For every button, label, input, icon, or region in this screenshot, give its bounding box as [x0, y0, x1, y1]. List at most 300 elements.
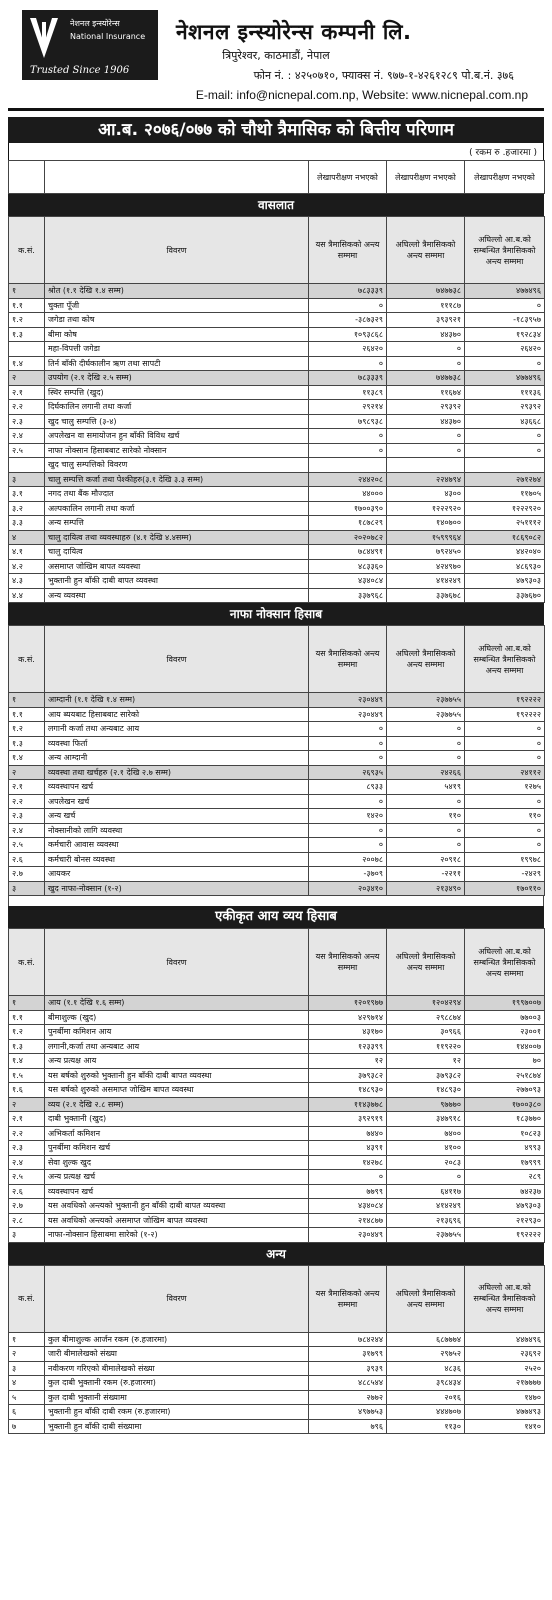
row-value: ११४३७७८: [309, 1097, 387, 1112]
row-value: ७९८९३८: [309, 414, 387, 429]
row-value: १८३७७०: [465, 1112, 545, 1127]
table-row: [9, 559, 545, 574]
row-number: २.१: [9, 780, 45, 795]
row-value: २३६९२: [465, 1347, 545, 1362]
row-value: १८६९०८२: [465, 530, 545, 545]
table-row: [9, 327, 545, 342]
row-value: १७९९९: [465, 1155, 545, 1170]
row-value: २३०४४९: [309, 693, 387, 708]
row-value: ३३७६७०: [465, 588, 545, 603]
column-header-c2: अघिल्लो त्रैमासिकको अन्त्य सम्ममा: [387, 217, 465, 284]
row-number: २.८: [9, 1213, 45, 1228]
company-email: E-mail: info@nicnepal.com.np, Website: www.nicnepal.com.np: [195, 88, 528, 102]
row-value: ७९६: [309, 1419, 387, 1434]
column-header-sn: क.सं.: [9, 626, 45, 693]
table-row: [9, 385, 545, 400]
row-value: २९३९२: [387, 400, 465, 415]
column-header-c1: यस त्रैमासिकको अन्त्य सम्ममा: [309, 1265, 387, 1332]
row-value: ४७९३०३: [465, 1199, 545, 1214]
audit-label: लेखापरीक्षण नभएको: [387, 161, 465, 194]
row-description: जारी बीमालेखको संख्या: [45, 1347, 309, 1362]
row-value: ०: [465, 823, 545, 838]
section-table: [8, 928, 545, 1243]
row-value: ४२९७१४: [309, 1010, 387, 1025]
row-description: बीमाशुल्क (खुद): [45, 1010, 309, 1025]
table-row: [9, 400, 545, 415]
logo-tagline: Trusted Since 1906: [30, 65, 130, 76]
row-description: चुक्ता पूँजी: [45, 298, 309, 313]
row-value: १९२२२२: [465, 693, 545, 708]
table-row: [9, 1054, 545, 1069]
row-value: २०२०७८२: [309, 530, 387, 545]
row-value: ३१७९९: [309, 1347, 387, 1362]
audit-status-table: [8, 160, 545, 194]
row-value: ४३९१: [309, 1141, 387, 1156]
row-description: यस बर्षको शुरुको भुक्तानी हुन बाँकी दाबी बापत व्यवस्था: [45, 1068, 309, 1083]
row-value: ४३४०८४: [309, 574, 387, 589]
row-value: ७४७७३८: [387, 371, 465, 386]
row-number: १.४: [9, 1054, 45, 1069]
row-number: २.३: [9, 809, 45, 824]
row-description: अन्य सम्पत्ति: [45, 516, 309, 531]
row-description: अल्पकालिन लगानी तथा कर्जा: [45, 501, 309, 516]
table-row: [9, 1376, 545, 1391]
row-description: चालु दायित्व: [45, 545, 309, 560]
table-row: [9, 751, 545, 766]
row-value: २४११२: [465, 765, 545, 780]
row-description: पुनर्बीमा कमिशन खर्च: [45, 1141, 309, 1156]
row-value: ४४४७०७: [387, 1405, 465, 1420]
row-value: २८९: [465, 1170, 545, 1185]
row-number: ३: [9, 881, 45, 896]
row-description: नाफा-नोक्सान हिसाबमा सारेको (१-२): [45, 1228, 309, 1243]
table-row: [9, 429, 545, 444]
row-value: १२२२९२०: [465, 501, 545, 516]
row-description: आय (१.१ देखि १.६ सम्म): [45, 996, 309, 1011]
row-description: लगानी कर्जा तथा अन्यबाट आय: [45, 722, 309, 737]
table-row: [9, 881, 545, 896]
row-value: ३९३९२१: [387, 313, 465, 328]
row-number: ४.२: [9, 559, 45, 574]
row-number: २: [9, 371, 45, 386]
row-value: १७००३८०: [465, 1097, 545, 1112]
row-value: ३४७९१८: [387, 1112, 465, 1127]
table-row: [9, 545, 545, 560]
row-description: श्रोत (१.१ देखि १.४ सम्म): [45, 284, 309, 299]
section-table: [8, 216, 545, 603]
logo-nepali-text: नेशनल इन्स्योरेन्स: [70, 19, 120, 28]
table-row: [9, 1155, 545, 1170]
row-value: १९२८३४: [465, 327, 545, 342]
row-value: २१४८७७: [309, 1213, 387, 1228]
column-header-sn: क.सं.: [9, 1265, 45, 1332]
row-value: १९२२२२: [465, 707, 545, 722]
table-row: [9, 693, 545, 708]
table-row: [9, 1361, 545, 1376]
column-header-c3: अघिल्लो आ.ब.को सम्बन्धित त्रैमासिकको अन्त्य सम्ममा: [465, 1265, 545, 1332]
row-description: लगानी,कर्जा तथा अन्यबाट आय: [45, 1039, 309, 1054]
row-value: ३९३९: [309, 1361, 387, 1376]
row-value: ७८३३३९: [309, 371, 387, 386]
row-number: १.३: [9, 327, 45, 342]
row-number: ४.४: [9, 588, 45, 603]
row-number: ४.१: [9, 545, 45, 560]
row-value: १०८२३: [465, 1126, 545, 1141]
table-row: [9, 707, 545, 722]
section-title: नाफा नोक्सान हिसाब: [8, 603, 544, 625]
section-title: अन्य: [8, 1243, 544, 1265]
row-value: ४७९३०३: [465, 574, 545, 589]
row-value: २३०४४९: [309, 1228, 387, 1243]
row-value: २३७७५५: [387, 693, 465, 708]
row-value: ०: [309, 443, 387, 458]
row-number: २.७: [9, 1199, 45, 1214]
row-value: २१३६९६: [387, 1213, 465, 1228]
row-description: कुल दाबी भुक्तानी संख्यामा: [45, 1390, 309, 1405]
row-value: १९२२२२: [465, 1228, 545, 1243]
row-number: २.४: [9, 429, 45, 444]
column-header-desc: विवरण: [45, 929, 309, 996]
table-row: [9, 588, 545, 603]
row-value: १११८७: [387, 298, 465, 313]
row-description: नाफा नोक्सान हिसाबबाट सारेको नोक्सान: [45, 443, 309, 458]
table-row: [9, 996, 545, 1011]
row-value: ३९८४३४: [387, 1376, 465, 1391]
row-value: ११०: [465, 809, 545, 824]
row-number: १: [9, 1332, 45, 1347]
row-number: १.४: [9, 356, 45, 371]
row-value: २६४२०: [309, 342, 387, 357]
row-description: उपयोग (२.१ देखि २.५ सम्म): [45, 371, 309, 386]
row-value: २४४२०८: [309, 472, 387, 487]
row-number: १.६: [9, 1083, 45, 1098]
row-description: दिर्घकालिन लगानी तथा कर्जा: [45, 400, 309, 415]
row-value: ४३००: [387, 487, 465, 502]
table-row: [9, 414, 545, 429]
row-value: १७००३९०: [309, 501, 387, 516]
row-description: खुद चालु सम्पत्तिको विवरण: [45, 458, 309, 473]
row-value: ०: [465, 722, 545, 737]
row-description: चालु दायित्व तथा व्यवस्थाहरु (४.१ देखि ४.४सम्म): [45, 530, 309, 545]
logo-english-text: National Insurance: [70, 32, 146, 41]
row-description: बीमा कोष: [45, 327, 309, 342]
row-value: १०९३८६८: [309, 327, 387, 342]
amount-unit: ( रकम रु .हजारमा ): [8, 143, 544, 160]
row-value: ७४४०: [309, 1126, 387, 1141]
row-number: १.२: [9, 1025, 45, 1040]
row-value: २००७८: [309, 852, 387, 867]
row-description: व्यवस्था तथा खर्चहरु (२.१ देखि २.७ सम्म): [45, 765, 309, 780]
row-description: व्यय (२.१ देखि २.८ सम्म): [45, 1097, 309, 1112]
row-value: १११३६: [465, 385, 545, 400]
table-row: [9, 574, 545, 589]
row-value: ६४११७: [387, 1184, 465, 1199]
company-logo: [22, 10, 158, 80]
row-value: २७७२: [309, 1390, 387, 1405]
table-row: [9, 443, 545, 458]
row-description: चालु सम्पत्ति कर्जा तथा पेश्कीहरु(३.१ देखि ३.३ सम्म): [45, 472, 309, 487]
row-value: ७७००३: [465, 1010, 545, 1025]
table-row: [9, 1184, 545, 1199]
row-value: ४१४२४९: [387, 574, 465, 589]
table-row: [9, 794, 545, 809]
row-value: ०: [465, 794, 545, 809]
row-value: ४३१७०: [309, 1025, 387, 1040]
row-value: २५१११२: [465, 516, 545, 531]
row-value: २९२१४: [309, 400, 387, 415]
row-description: यस अवधिको अन्त्यको भुक्तानी हुन बाँकी दाबी बापत व्यवस्था: [45, 1199, 309, 1214]
row-value: १४२७८: [309, 1155, 387, 1170]
row-value: ४९७७५३: [309, 1405, 387, 1420]
audit-label: लेखापरीक्षण नभएको: [309, 161, 387, 194]
row-value: २७१२७४: [465, 472, 545, 487]
row-value: ४८६९३०: [465, 559, 545, 574]
row-number: ५: [9, 1390, 45, 1405]
row-value: १५९९९६४: [387, 530, 465, 545]
row-number: १.१: [9, 707, 45, 722]
row-value: ३७९३८२: [309, 1068, 387, 1083]
row-value: १२२२९२०: [387, 501, 465, 516]
row-description: आयकर: [45, 867, 309, 882]
table-row: [9, 1010, 545, 1025]
column-header-desc: विवरण: [45, 626, 309, 693]
row-description: अपलेखन वा समायोजन हुन बाँकी विविध खर्च: [45, 429, 309, 444]
table-row: [9, 1405, 545, 1420]
table-row: [9, 1025, 545, 1040]
row-value: ४४३७०: [387, 414, 465, 429]
row-value: ११७०५: [465, 487, 545, 502]
row-number: १.३: [9, 736, 45, 751]
section-spacer: [8, 896, 544, 906]
row-value: ०: [309, 751, 387, 766]
row-number: [9, 342, 45, 357]
row-number: २.५: [9, 443, 45, 458]
row-description: व्यवस्था फिर्ता: [45, 736, 309, 751]
row-value: ७८३३३९: [309, 284, 387, 299]
row-number: २.६: [9, 852, 45, 867]
table-row: [9, 852, 545, 867]
row-number: २.४: [9, 1155, 45, 1170]
row-value: ७४२३७: [465, 1184, 545, 1199]
row-value: १९९७००७: [465, 996, 545, 1011]
row-value: [387, 458, 465, 473]
table-row: [9, 298, 545, 313]
row-value: ११३८९: [309, 385, 387, 400]
row-value: ४८३६: [387, 1361, 465, 1376]
row-number: १: [9, 693, 45, 708]
row-value: २४२६६: [387, 765, 465, 780]
row-number: ७: [9, 1419, 45, 1434]
row-number: २.३: [9, 1141, 45, 1156]
row-value: ४४३७०: [387, 327, 465, 342]
row-value: -२२११: [387, 867, 465, 882]
row-value: २६४२०: [465, 342, 545, 357]
row-value: ३३७६७८: [387, 588, 465, 603]
row-value: १८७८२९: [309, 516, 387, 531]
table-row: [9, 1213, 545, 1228]
column-header-sn: क.सं.: [9, 217, 45, 284]
row-value: १४२०: [309, 809, 387, 824]
row-description: जगेडा तथा कोष: [45, 313, 309, 328]
section-table: [8, 625, 545, 896]
row-number: २.३: [9, 414, 45, 429]
row-value: २०१६: [387, 1390, 465, 1405]
row-value: २०८३: [387, 1155, 465, 1170]
row-value: २५२०: [465, 1361, 545, 1376]
row-description: तिर्न बाँकी दीर्घकालीन ऋण तथा सापटी: [45, 356, 309, 371]
column-header-c2: अघिल्लो त्रैमासिकको अन्त्य सम्ममा: [387, 626, 465, 693]
row-value: ७०: [465, 1054, 545, 1069]
row-value: ४१००: [387, 1141, 465, 1156]
column-header-sn: क.सं.: [9, 929, 45, 996]
row-value: ४४०००: [309, 487, 387, 502]
row-value: ३३७९६८: [309, 588, 387, 603]
table-row: [9, 530, 545, 545]
row-value: ५४१९: [387, 780, 465, 795]
row-number: १: [9, 996, 45, 1011]
row-number: २.१: [9, 385, 45, 400]
row-value: २९७५२: [387, 1347, 465, 1362]
row-description: नोक्सानीको लागि व्यवस्था: [45, 823, 309, 838]
row-description: स्थिर सम्पत्ति (खुद): [45, 385, 309, 400]
row-value: २१७७७७: [465, 1376, 545, 1391]
row-value: २२४७९४: [387, 472, 465, 487]
table-header-row: [9, 217, 545, 284]
row-value: ४१४२४९: [387, 1199, 465, 1214]
row-value: ४२४९७०: [387, 559, 465, 574]
row-description: अभिकर्ता कमिशन: [45, 1126, 309, 1141]
row-value: २५१८७४: [465, 1068, 545, 1083]
table-row: [9, 765, 545, 780]
row-value: २१२९३०: [465, 1213, 545, 1228]
row-number: ४: [9, 530, 45, 545]
row-number: २.७: [9, 867, 45, 882]
row-value: ७७९९: [309, 1184, 387, 1199]
row-description: भुक्तानी हुन बाँकी दाबी बापत व्यवस्था: [45, 574, 309, 589]
row-description: भुक्तानी हुन बाँकी दाबी रकम (रु.हजारमा): [45, 1405, 309, 1420]
column-header-c3: अघिल्लो आ.ब.को सम्बन्धित त्रैमासिकको अन्त्य सम्ममा: [465, 217, 545, 284]
row-value: २१३४९०: [387, 881, 465, 896]
section-table: [8, 1265, 545, 1435]
financial-sections: [8, 194, 544, 1434]
row-description: सेवा शुल्क खुद: [45, 1155, 309, 1170]
table-row: [9, 1039, 545, 1054]
row-description: कुल दाबी भुक्तानी रकम (रु.हजारमा): [45, 1376, 309, 1391]
row-value: २६९३५: [309, 765, 387, 780]
row-number: [9, 458, 45, 473]
row-description: कुल बीमाशुल्क आर्जन रकम (रु.हजारमा): [45, 1332, 309, 1347]
row-value: ०: [465, 838, 545, 853]
row-value: ०: [309, 1170, 387, 1185]
table-row: [9, 722, 545, 737]
row-number: २.२: [9, 794, 45, 809]
row-value: ०: [309, 298, 387, 313]
row-description: अन्य खर्च: [45, 809, 309, 824]
row-value: २३७७५५: [387, 1228, 465, 1243]
row-value: ७८४४९१: [309, 545, 387, 560]
row-description: कर्मचारी आवास व्यवस्था: [45, 838, 309, 853]
row-value: १७०११०: [465, 881, 545, 896]
row-value: ०: [465, 356, 545, 371]
table-row: [9, 356, 545, 371]
row-value: ४७७४९६: [465, 371, 545, 386]
row-description: अन्य प्रत्यक्ष खर्च: [45, 1170, 309, 1185]
row-value: ०: [309, 356, 387, 371]
row-value: ०: [387, 1170, 465, 1185]
row-value: १२०४२९४: [387, 996, 465, 1011]
row-value: १४०७००: [387, 516, 465, 531]
row-value: ०: [309, 794, 387, 809]
table-row: [9, 501, 545, 516]
row-value: ०: [309, 429, 387, 444]
table-row: [9, 736, 545, 751]
table-row: [9, 1419, 545, 1434]
row-description: अन्य प्रत्यक्ष आय: [45, 1054, 309, 1069]
row-number: १.२: [9, 313, 45, 328]
company-address: त्रिपुरेश्वर, काठमाडौं, नेपाल: [222, 49, 330, 62]
row-number: ३.३: [9, 516, 45, 531]
row-value: ०: [465, 298, 545, 313]
row-description: महा-विपत्ती जगेडा: [45, 342, 309, 357]
row-number: २.२: [9, 400, 45, 415]
table-row: [9, 472, 545, 487]
row-value: २०३४१०: [309, 881, 387, 896]
row-number: १.५: [9, 1068, 45, 1083]
row-number: ३: [9, 472, 45, 487]
row-description: खुद चालु सम्पत्ति (३-४): [45, 414, 309, 429]
section-title: एकीकृत आय व्यय हिसाब: [8, 906, 544, 928]
row-description: खुद नाफा-नोक्सान (१-२): [45, 881, 309, 896]
row-value: ८९३३: [309, 780, 387, 795]
row-description: आय ब्ययबाट हिसाबबाट सारेको: [45, 707, 309, 722]
row-number: २.५: [9, 838, 45, 853]
row-value: ०: [387, 443, 465, 458]
row-description: यस अवधिको अन्त्यको असमाप्त जोखिम बापत व्यवस्था: [45, 1213, 309, 1228]
row-value: १२७५: [465, 780, 545, 795]
row-value: [309, 458, 387, 473]
row-number: २.४: [9, 823, 45, 838]
row-value: ३७९३८२: [387, 1068, 465, 1083]
table-row: [9, 838, 545, 853]
row-value: १२३३९९: [309, 1039, 387, 1054]
row-number: ३: [9, 1228, 45, 1243]
row-value: ४८८५४४: [309, 1376, 387, 1391]
row-value: १२: [309, 1054, 387, 1069]
row-number: १.३: [9, 1039, 45, 1054]
table-row: [9, 809, 545, 824]
table-row: [9, 1390, 545, 1405]
table-row: [9, 313, 545, 328]
row-value: -३८७३२९: [309, 313, 387, 328]
row-value: ६८७७७४: [387, 1332, 465, 1347]
row-description: अन्य व्यवस्था: [45, 588, 309, 603]
table-row: [9, 1141, 545, 1156]
row-value: ४३६६८: [465, 414, 545, 429]
table-row: [9, 516, 545, 531]
column-header-c2: अघिल्लो त्रैमासिकको अन्त्य सम्ममा: [387, 1265, 465, 1332]
row-value: २७७०९३: [465, 1083, 545, 1098]
row-value: [465, 458, 545, 473]
row-value: ३९२९१९: [309, 1112, 387, 1127]
row-value: ०: [465, 751, 545, 766]
row-value: ११९२२०: [387, 1039, 465, 1054]
row-number: २.६: [9, 1184, 45, 1199]
row-value: ०: [387, 794, 465, 809]
table-row: [9, 1332, 545, 1347]
row-value: २९३९२: [465, 400, 545, 415]
table-row: [9, 1228, 545, 1243]
row-number: २.१: [9, 1112, 45, 1127]
